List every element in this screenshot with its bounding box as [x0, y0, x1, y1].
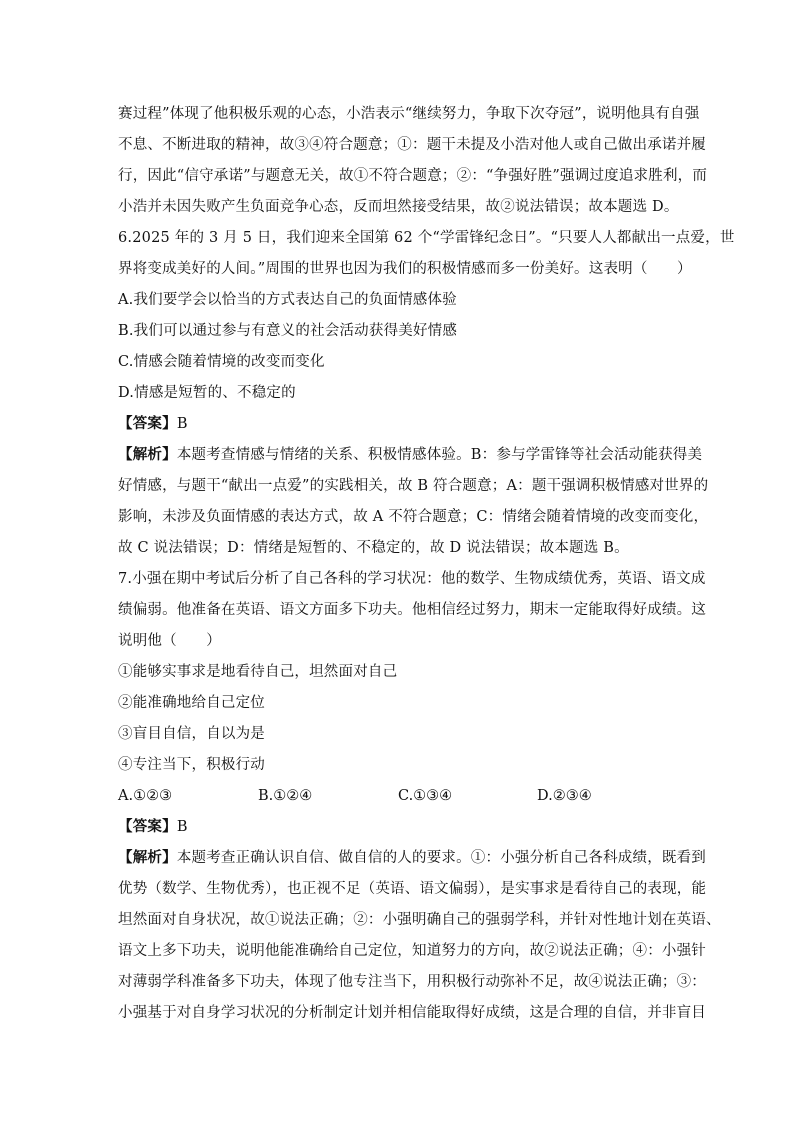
question-6-option-a: A.我们要学会以恰当的方式表达自己的负面情感体验 — [118, 292, 457, 308]
question-7-statement: ①能够实事求是地看待自己，坦然面对自己 — [118, 664, 398, 680]
paragraph-line: 行，因此“信守承诺”与题意无关，故①不符合题意；②：“争强好胜”强调过度追求胜利，而 — [118, 168, 708, 184]
question-7-stem: 说明他（ ） — [118, 633, 221, 649]
question-7-option-a: A.①②③ — [118, 788, 173, 804]
explanation-tag: 【解析】 — [118, 849, 177, 866]
question-6-stem: 界将变成美好的人间。”周围的世界也因为我们的积极情感而多一份美好。这表明（ ） — [118, 261, 692, 277]
question-7-statement: ③盲目自信，自以为是 — [118, 726, 265, 742]
question-7-explanation: 坦然面对自身状况，故①说法正确；②：小强明确自己的强弱学科，并针对性地计划在英语、 — [118, 912, 721, 928]
question-7-answer — [118, 817, 678, 837]
question-6-option-b: B.我们可以通过参与有意义的社会活动获得美好情感 — [118, 323, 458, 339]
question-7-explanation — [118, 848, 707, 868]
explanation-text: 本题考查情感与情绪的关系、积极情感体验。B：参与学雷锋等社会活动能获得美 — [176, 447, 703, 463]
answer-tag: 【答案】 — [118, 818, 177, 835]
question-7-statement: ②能准确地给自己定位 — [118, 695, 265, 711]
explanation-tag: 【解析】 — [118, 446, 177, 463]
question-6-explanation: 影响，未涉及负面情感的表达方式，故 A 不符合题意；C：情绪会随着情境的改变而变化， — [118, 509, 709, 525]
paragraph-line: 不息、不断进取的精神，故③④符合题意；①：题干未提及小浩对他人或自己做出承诺并履 — [118, 137, 706, 153]
question-7-option-b: B.①②④ — [258, 788, 313, 804]
answer-value: B — [176, 416, 188, 432]
question-6-option-d: D.情感是短暂的、不稳定的 — [118, 385, 296, 401]
question-7-stem: 7.小强在期中考试后分析了自己各科的学习状况：他的数学、生物成绩优秀，英语、语文成 — [118, 571, 706, 587]
explanation-text: 本题考查正确认识自信、做自信的人的要求。①：小强分析自己各科成绩，既看到 — [176, 850, 707, 866]
question-7-explanation: 优势（数学、生物优秀），也正视不足（英语、语文偏弱），是实事求是看待自己的表现，能 — [118, 881, 707, 897]
paragraph-line: 赛过程”体现了他积极乐观的心态，小浩表示“继续努力，争取下次夺冠”，说明他具有自强 — [118, 106, 700, 122]
answer-tag: 【答案】 — [118, 415, 177, 432]
question-7-option-c: C.①③④ — [398, 788, 453, 804]
question-7-explanation: 小强基于对自身学习状况的分析制定计划并相信能取得好成绩，这是合理的自信，并非盲目 — [118, 1005, 706, 1021]
question-7-explanation: 语文上多下功夫，说明他能准确给自己定位，知道努力的方向，故②说法正确；④：小强针 — [118, 943, 706, 959]
question-6-stem: 6.2025 年的 3 月 5 日，我们迎来全国第 62 个“学雷锋纪念日”。“只要人人都献出一点爱，世 — [118, 230, 735, 246]
question-6-explanation: 好情感，与题干“献出一点爱”的实践相关，故 B 符合题意；A：题干强调积极情感对世界的 — [118, 478, 709, 494]
question-7-statement: ④专注当下，积极行动 — [118, 757, 265, 773]
question-7-option-d: D.②③④ — [537, 788, 592, 804]
question-6-explanation — [118, 445, 703, 465]
question-7-explanation: 对薄弱学科准备多下功夫，体现了他专注当下，用积极行动弥补不足，故④说法正确；③： — [118, 974, 706, 990]
question-6-option-c: C.情感会随着情境的改变而变化 — [118, 354, 325, 370]
answer-value: B — [176, 819, 188, 835]
question-6-answer — [118, 414, 678, 434]
question-7-stem: 绩偏弱。他准备在英语、语文方面多下功夫。他相信经过努力，期末一定能取得好成绩。这 — [118, 602, 706, 618]
paragraph-line: 小浩并未因失败产生负面竞争心态，反而坦然接受结果，故②说法错误；故本题选 D。 — [118, 199, 679, 215]
question-6-explanation: 故 C 说法错误；D：情绪是短暂的、不稳定的，故 D 说法错误；故本题选 B。 — [118, 540, 629, 556]
